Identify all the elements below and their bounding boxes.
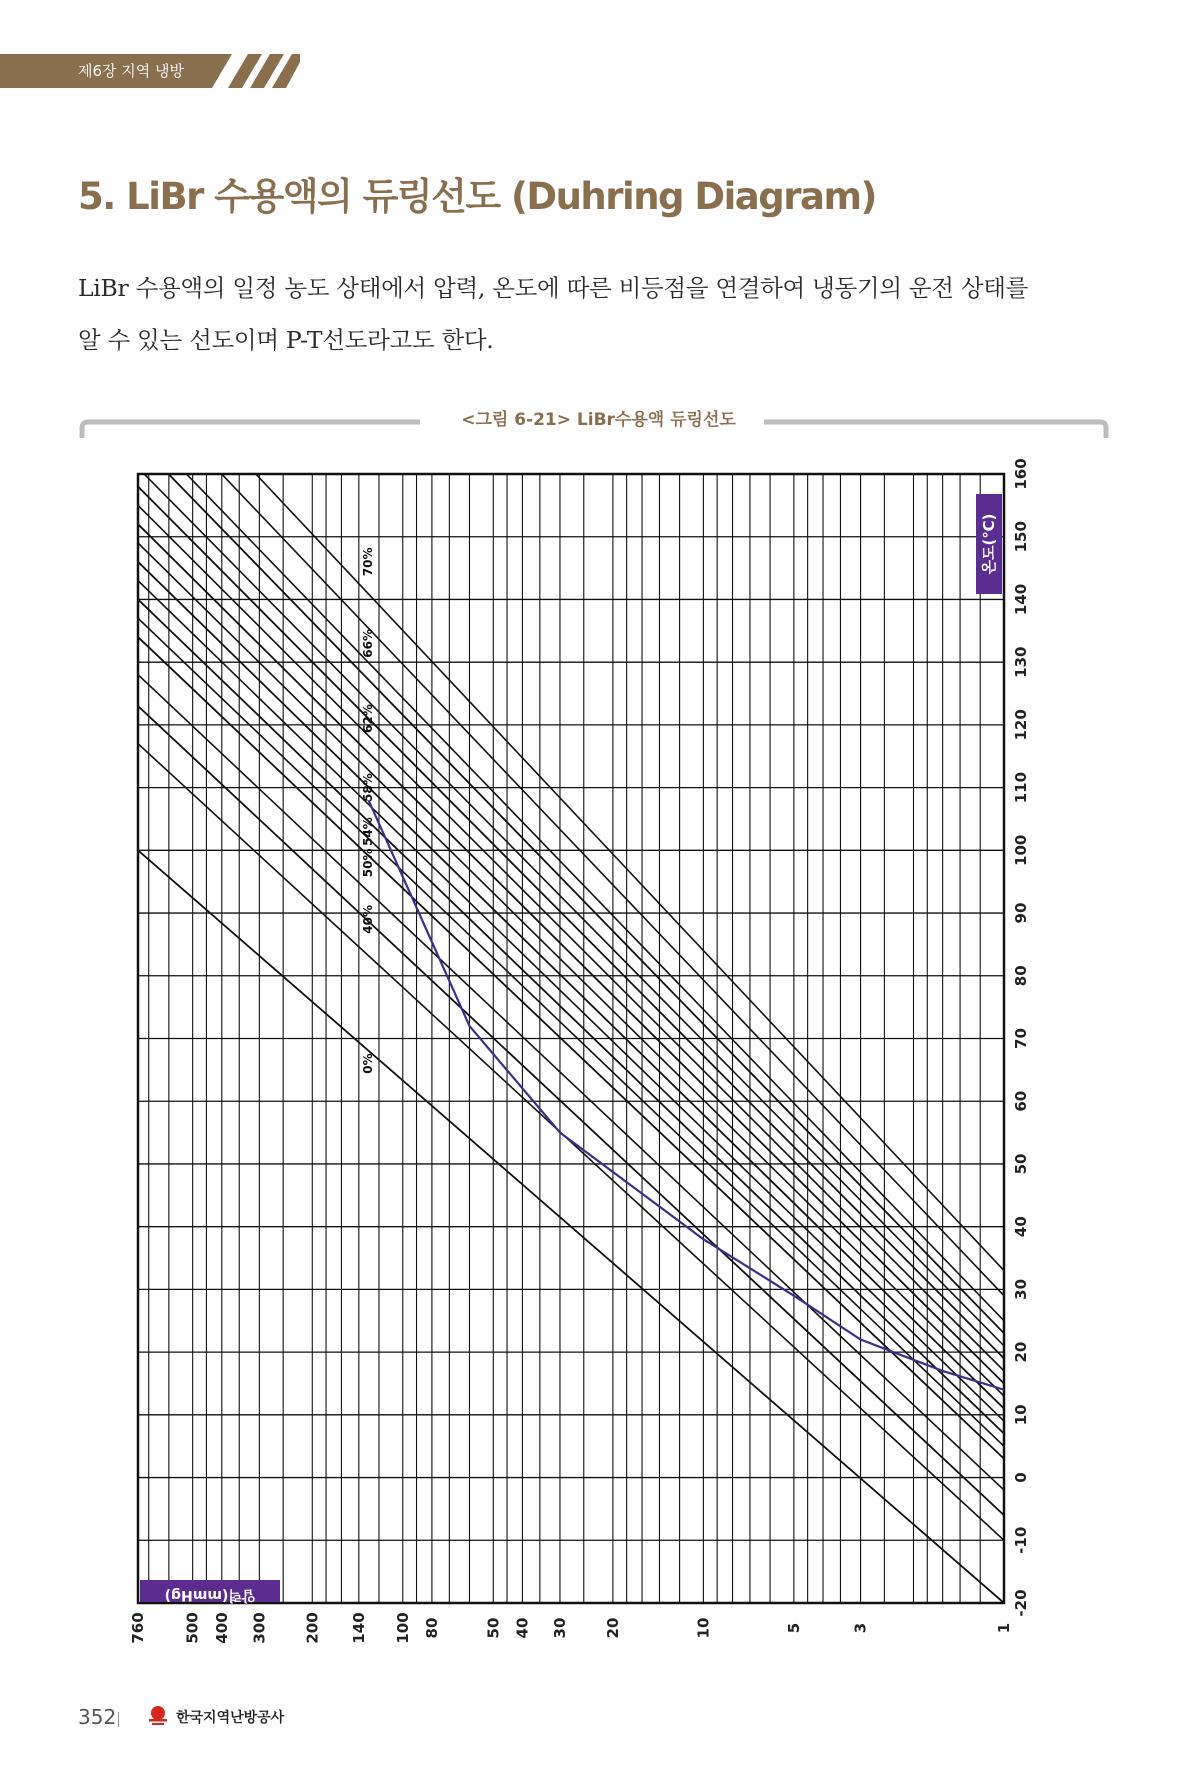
pressure-tick-label: 3	[851, 1622, 870, 1634]
temperature-tick-label: 30	[1012, 1278, 1030, 1300]
concentration-line	[138, 581, 1004, 1421]
temperature-tick-label: 130	[1012, 646, 1030, 678]
pressure-tick-label: 40	[513, 1617, 532, 1639]
temperature-tick-label: 90	[1012, 902, 1030, 924]
series-line	[138, 706, 1004, 1515]
concentration-line	[138, 543, 1004, 1396]
temperature-tick-label: 0	[1012, 1472, 1030, 1483]
pressure-tick-label: 500	[183, 1612, 202, 1644]
publisher-name: 한국지역난방공사	[176, 1710, 285, 1726]
concentration-label: 50%	[361, 848, 375, 878]
pressure-tick-label: 20	[603, 1617, 622, 1639]
temperature-tick-label: 120	[1012, 709, 1030, 741]
concentration-label: 66%	[361, 628, 375, 658]
temperature-tick-label: 150	[1012, 521, 1030, 553]
page-number: 352	[78, 1705, 117, 1729]
temperature-tick-label: 110	[1012, 771, 1030, 804]
pressure-tick-label: 140	[349, 1612, 368, 1644]
concentration-label: 58%	[361, 773, 375, 802]
temperature-tick-label: 80	[1012, 965, 1030, 987]
pressure-tick-label: 80	[422, 1617, 441, 1639]
chapter-label: 제6장 지역 냉방	[78, 62, 185, 80]
body-line-2: 알 수 있는 선도이며 P-T선도라고도 한다.	[78, 326, 494, 354]
temperature-tick-label: 20	[1012, 1341, 1030, 1363]
concentration-line	[138, 618, 1004, 1446]
concentration-label: 0%	[361, 1053, 375, 1074]
series-line	[138, 524, 1004, 1383]
temperature-tick-label: 100	[1012, 834, 1030, 866]
section-title: 5. LiBr 수용액의 듀링선도 (Duhring Diagram)	[78, 175, 876, 218]
temperature-tick-label: 40	[1012, 1216, 1030, 1238]
pressure-tick-label: 300	[250, 1612, 269, 1644]
temperature-tick-label: 60	[1012, 1090, 1030, 1112]
body-line-1: LiBr 수용액의 일정 농도 상태에서 압력, 온도에 따른 비등점을 연결하여 냉동기의 운전 상태를	[78, 274, 1029, 302]
pressure-tick-label: 5	[784, 1622, 803, 1634]
temperature-axis-label: 온도(℃)	[980, 513, 998, 575]
pressure-axis-label: 압력(mmHg)	[164, 1587, 256, 1603]
concentration-line	[138, 349, 1004, 1271]
temperature-tick-label: -20	[1012, 1589, 1030, 1617]
pressure-tick-label: 30	[550, 1617, 569, 1639]
figure-caption: <그림 6-21> LiBr수용액 듀링선도	[461, 410, 736, 430]
series-line	[138, 443, 1004, 1334]
concentration-line	[138, 505, 1004, 1371]
pressure-tick-label: 1	[995, 1622, 1013, 1634]
temperature-tick-label: 50	[1012, 1153, 1030, 1175]
series-line	[138, 562, 1004, 1409]
temperature-tick-label: 140	[1012, 583, 1030, 616]
pressure-tick-label: 400	[212, 1612, 231, 1644]
temperature-tick-label: 10	[1012, 1404, 1030, 1426]
pressure-tick-label: 200	[303, 1612, 322, 1644]
concentration-label: 70%	[361, 547, 375, 577]
pressure-tick-label: 760	[129, 1612, 147, 1644]
pressure-tick-label: 50	[484, 1617, 503, 1639]
pressure-tick-label: 10	[694, 1617, 713, 1639]
temperature-tick-label: 70	[1012, 1028, 1030, 1049]
concentration-label: 40%	[361, 904, 375, 934]
pressure-tick-label: 100	[393, 1612, 412, 1644]
temperature-tick-label: 160	[1012, 458, 1030, 490]
concentration-label: 54%	[361, 817, 375, 846]
footer-divider	[118, 1712, 119, 1727]
temperature-tick-label: -10	[1012, 1526, 1030, 1554]
concentration-line	[138, 386, 1004, 1295]
concentration-line	[138, 424, 1004, 1321]
concentration-line	[138, 675, 1004, 1490]
series-line	[138, 637, 1004, 1459]
kdhc-logo-icon	[146, 1704, 170, 1728]
concentration-label: 62%	[361, 704, 375, 733]
